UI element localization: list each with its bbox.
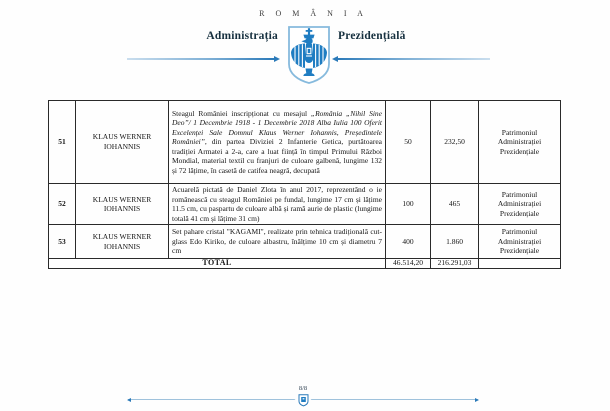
value-cell: 465 <box>431 184 479 225</box>
table-row-total <box>49 259 561 269</box>
inventory-table <box>48 100 561 269</box>
patrimony-cell: Patrimoniul Administrației Prezidențiale <box>479 101 561 184</box>
description-text: Steagul României inscripționat cu mesajul <box>172 108 311 118</box>
value-cell: 232,50 <box>431 101 479 184</box>
value-cell: 1.860 <box>431 225 479 259</box>
header-rule-left-arrow <box>127 58 275 60</box>
total-label: TOTAL <box>49 259 386 269</box>
total-empty-cell <box>479 259 561 269</box>
org-name-right: Prezidențială <box>338 30 406 42</box>
header-rule-right-arrow <box>337 58 490 60</box>
total-quantity: 46.514,20 <box>386 259 431 269</box>
table-row-52 <box>49 184 561 225</box>
recipient-name: KLAUS WERNER IOHANNIS <box>76 101 169 184</box>
row-number: 53 <box>49 225 76 259</box>
recipient-name: KLAUS WERNER IOHANNIS <box>76 184 169 225</box>
row-number: 51 <box>49 101 76 184</box>
description-quote-italic: „România „Nihil Sine Deo”/ 1 Decembrie 1918 - 1 Decembrie 2018 Alba Iulia 100 Oferit Excelenței Sale Domnul Klaus Werner Iohannis, Președintele României” <box>172 108 383 147</box>
recipient-name: KLAUS WERNER IOHANNIS <box>76 225 169 259</box>
page-number: 8/8 <box>298 385 308 392</box>
item-description: Acuarelă pictată de Daniel Zlota în anul 2017, reprezentând o ie românească cu steagul României pe fundal, lungime 17 cm și lățime 11.5 cm, cu paspartu de culoare albă și ramă aurie de plastic (lungime totală 41 cm și lățime 31 cm) <box>169 184 386 225</box>
item-description <box>169 101 386 184</box>
quantity-cell: 100 <box>386 184 431 225</box>
description-text: , din partea Diviziei 2 Infanterie Getica, purtătoarea tradiției Armatei a 2-a, care a luat ființă în timpul Primului Război Mondial, material textil cu franjuri de culoare galbenă, lungime 132 și 72 lățime, în casetă de catifea neagră, decupată <box>172 137 382 175</box>
quantity-cell: 50 <box>386 101 431 184</box>
patrimony-cell: Patrimoniul Administrației Prezidențiale <box>479 184 561 225</box>
item-description: Set pahare cristal "KAGAMI", realizate prin tehnica tradițională cut-glass Edo Kiriko, de culoare albastru, înălțime 10 cm și diametru 7 cm <box>169 225 386 259</box>
table-row-53 <box>49 225 561 259</box>
total-value: 216.291,03 <box>431 259 479 269</box>
table-row-51 <box>49 101 561 184</box>
coat-of-arms-icon <box>286 25 332 90</box>
patrimony-cell: Patrimoniul Administrației Prezidențiale <box>479 225 561 259</box>
country-title: R O M Â N I A <box>259 9 368 18</box>
footer-shield-icon <box>298 394 309 411</box>
org-name-left: Administrația <box>206 30 278 42</box>
quantity-cell: 400 <box>386 225 431 259</box>
row-number: 52 <box>49 184 76 225</box>
